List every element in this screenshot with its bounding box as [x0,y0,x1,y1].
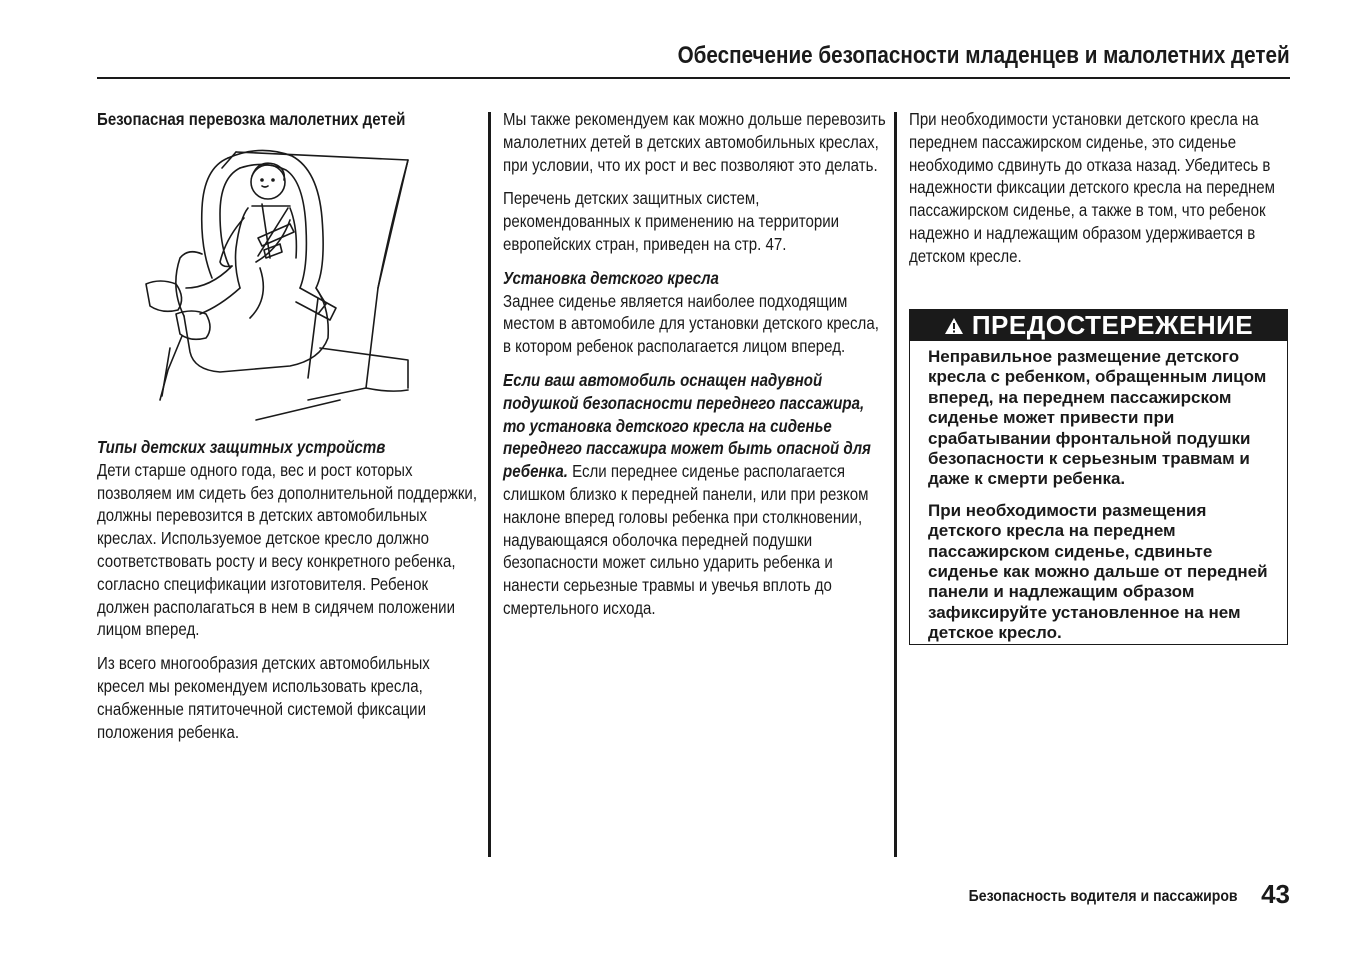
paragraph: Заднее сиденье является наиболее подходящим местом в автомобиле для установки детского кресла, в котором ребенок располагается лицом вперед. [503,290,879,357]
paragraph: Перечень детских защитных систем, рекомендованных к применению на территории европейских стран, приведен на стр. 47. [503,188,840,254]
emphasis-text: Если ваш автомобиль оснащен надувной подушкой безопасности переднего пассажира, то установка детского кресла на сиденье переднего пассажира может быть опасной для ребенка. [503,369,871,482]
subheading-seat-installation: Установка детского кресла [503,267,719,288]
header-rule [97,77,1290,79]
warning-body [910,341,1287,644]
warning-triangle-icon [944,317,964,335]
warning-paragraph: При необходимости размещения детского кресла на переднем пассажирском сиденье, сдвиньте сиденье как можно дальше от передней панели и надлежащим образом зафиксируйте установленное на нем детское кресло. [928,500,1268,643]
column-right [909,108,1293,279]
section-heading: Безопасная перевозка малолетних детей [97,109,406,129]
subheading-child-restraint-types: Типы детских защитных устройств [97,437,386,457]
paragraph-text: Если переднее сиденье располагается слишком близко к передней панели, или при резком наклоне вперед головы ребенка при столкновении, надувающаяся оболочка передней подушки безопасности может сильно ударить ребенка и нанести серьезные травмы и увечья вплоть до смертельного исхода. [503,461,869,618]
footer-section-label: Безопасность водителя и пассажиров [969,888,1238,905]
warning-paragraph: Неправильное размещение детского кресла с ребенком, обращенным лицом вперед, на переднем пассажирском сиденье может привести при срабатывании фронтальной подушки безопасности к серьезным травмам и даже к смерти ребенка. [928,347,1267,489]
column-divider [488,112,491,857]
column-left [97,108,481,141]
column-middle [503,108,887,631]
warning-box [909,309,1288,645]
column-divider [894,112,897,857]
child-in-car-seat-illustration [140,138,410,424]
paragraph-airbag-warning [503,369,887,620]
warning-header [910,310,1287,341]
paragraph: Мы также рекомендуем как можно дольше перевозить малолетних детей в детских автомобильных креслах, при условии, что их рост и вес позволяют это делать. [503,109,886,175]
page-number: 43 [1261,879,1290,909]
paragraph: При необходимости установки детского кресла на переднем пассажирском сиденье, это сиденье необходимо сдвинуть до отказа назад. Убедитесь в надежности фиксации детского кресла на переднем пассажирском сиденье, а также в том, что ребенок надежно и надлежащим образом удерживается в детском кресле. [909,109,1275,266]
warning-title: ПРЕДОСТЕРЕЖЕНИЕ [971,310,1254,340]
page-title: Обеспечение безопасности младенцев и малолетних детей [677,42,1290,69]
column-left-text [97,436,543,754]
paragraph: Из всего многообразия детских автомобильных кресел мы рекомендуем использовать кресла, снабженные пятиточечной системой фиксации положения ребенка. [97,653,430,742]
paragraph: Дети старше одного года, вес и рост которых позволяем им сидеть без дополнительной поддержки, должны перевозится в детских автомобильных креслах. Используемое детское кресло должно соответствовать росту и весу конкретного ребенка, согласно спецификации изготовителя. Ребенок должен располагаться в нем в сидячем положении лицом вперед. [97,459,478,640]
